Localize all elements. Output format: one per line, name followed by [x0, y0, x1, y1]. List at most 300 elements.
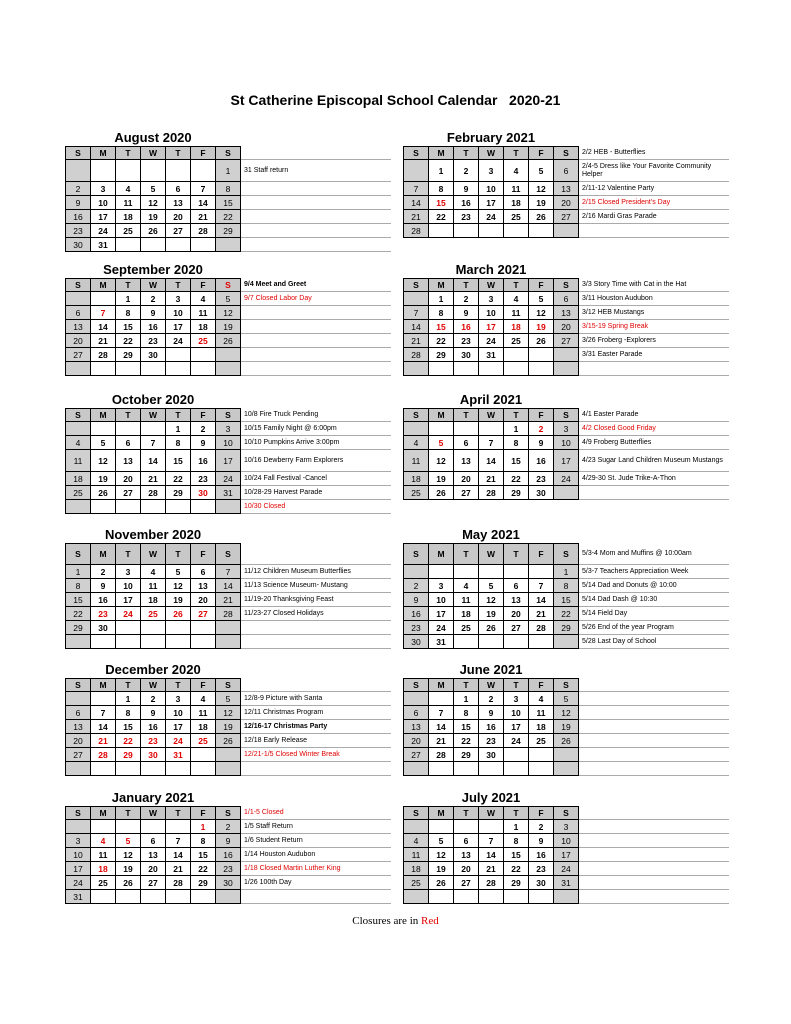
day-cell: 2 — [91, 565, 116, 579]
day-cell: 1 — [554, 565, 579, 579]
week-row — [403, 292, 733, 306]
event-note: 2/2 HEB - Butterflies — [579, 146, 729, 160]
day-cell: 30 — [66, 238, 91, 252]
weekday-label: S — [554, 679, 579, 692]
day-cell: 24 — [116, 607, 141, 621]
day-cell: 23 — [529, 862, 554, 876]
day-cell: 1 — [191, 820, 216, 834]
day-cell: 14 — [479, 450, 504, 472]
day-cell: 31 — [91, 238, 116, 252]
event-note — [241, 890, 391, 904]
weekday-label: S — [66, 544, 91, 565]
event-note: 3/31 Easter Parade — [579, 348, 729, 362]
day-cell: 9 — [404, 593, 429, 607]
day-cell: 14 — [91, 320, 116, 334]
day-cell: 5 — [554, 692, 579, 706]
day-cell: 27 — [116, 486, 141, 500]
day-cell: 28 — [529, 621, 554, 635]
day-cell: 2 — [216, 820, 241, 834]
day-cell — [166, 621, 191, 635]
day-cell: 6 — [191, 565, 216, 579]
day-cell — [404, 692, 429, 706]
day-cell — [66, 362, 91, 376]
event-note — [579, 820, 729, 834]
day-cell: 14 — [404, 196, 429, 210]
day-cell: 8 — [429, 306, 454, 320]
day-cell: 20 — [454, 862, 479, 876]
day-cell: 27 — [504, 621, 529, 635]
day-cell: 6 — [66, 706, 91, 720]
weekday-label: W — [479, 679, 504, 692]
weekday-label: F — [529, 409, 554, 422]
weekday-label: M — [91, 679, 116, 692]
day-cell: 17 — [479, 320, 504, 334]
event-note — [579, 720, 729, 734]
day-cell: 23 — [216, 862, 241, 876]
day-cell: 13 — [116, 450, 141, 472]
day-cell — [191, 500, 216, 514]
month-september-2020 — [65, 262, 395, 376]
day-cell — [166, 635, 191, 649]
day-cell — [404, 565, 429, 579]
day-cell: 3 — [91, 182, 116, 196]
day-cell: 9 — [216, 834, 241, 848]
event-note — [241, 224, 391, 238]
weekday-label: F — [191, 279, 216, 292]
legend-red-word: Red — [421, 915, 439, 927]
event-note: 10/30 Closed — [241, 500, 391, 514]
event-note: 31 Staff return — [241, 160, 391, 182]
weekday-label: S — [554, 807, 579, 820]
day-cell: 25 — [504, 334, 529, 348]
week-row — [65, 734, 395, 748]
day-cell — [429, 565, 454, 579]
weekday-label: W — [141, 544, 166, 565]
day-cell — [554, 348, 579, 362]
weekday-label: T — [116, 679, 141, 692]
weekday-label: T — [454, 679, 479, 692]
day-cell — [479, 422, 504, 436]
day-cell: 14 — [191, 196, 216, 210]
day-cell: 28 — [479, 876, 504, 890]
event-note: 11/12 Children Museum Butterflies — [241, 565, 391, 579]
day-cell — [404, 422, 429, 436]
weekday-label: S — [404, 679, 429, 692]
week-row — [65, 486, 395, 500]
day-cell: 28 — [404, 224, 429, 238]
weekday-label: T — [504, 544, 529, 565]
day-cell: 24 — [554, 472, 579, 486]
day-cell — [141, 238, 166, 252]
week-row — [65, 210, 395, 224]
day-cell: 25 — [116, 224, 141, 238]
event-note: 4/1 Easter Parade — [579, 408, 729, 422]
day-cell: 25 — [454, 621, 479, 635]
day-cell: 30 — [191, 486, 216, 500]
weekday-label: T — [454, 409, 479, 422]
day-cell: 6 — [166, 182, 191, 196]
weekday-label: W — [479, 279, 504, 292]
event-note: 1/14 Houston Audubon — [241, 848, 391, 862]
day-cell: 7 — [429, 706, 454, 720]
day-cell: 3 — [166, 292, 191, 306]
day-cell — [166, 348, 191, 362]
week-row — [403, 422, 733, 436]
weekday-label: T — [116, 409, 141, 422]
day-cell: 11 — [454, 593, 479, 607]
week-row — [65, 748, 395, 762]
day-cell: 14 — [141, 450, 166, 472]
weekday-label: S — [66, 409, 91, 422]
day-cell — [454, 565, 479, 579]
day-cell: 22 — [554, 607, 579, 621]
day-cell: 2 — [479, 692, 504, 706]
month-title: August 2020 — [114, 130, 192, 145]
weekday-label: S — [216, 279, 241, 292]
day-cell — [141, 422, 166, 436]
event-note — [579, 486, 729, 500]
week-row — [403, 748, 733, 762]
day-cell: 12 — [429, 450, 454, 472]
day-cell: 7 — [191, 182, 216, 196]
day-cell: 16 — [529, 848, 554, 862]
weekday-label: T — [504, 807, 529, 820]
day-cell: 9 — [141, 306, 166, 320]
day-cell: 4 — [191, 692, 216, 706]
day-cell: 27 — [66, 348, 91, 362]
week-row — [403, 593, 733, 607]
day-cell — [216, 621, 241, 635]
day-cell: 3 — [66, 834, 91, 848]
week-row — [65, 820, 395, 834]
day-cell: 1 — [429, 160, 454, 182]
event-note: 3/12 HEB Mustangs — [579, 306, 729, 320]
weekday-label: F — [529, 544, 554, 565]
day-cell — [479, 362, 504, 376]
day-cell: 19 — [91, 472, 116, 486]
event-note: 2/16 Mardi Gras Parade — [579, 210, 729, 224]
day-cell — [141, 890, 166, 904]
week-row — [403, 876, 733, 890]
legend-text: Closures are in — [352, 915, 421, 927]
day-cell: 12 — [429, 848, 454, 862]
day-cell — [479, 890, 504, 904]
event-note — [241, 635, 391, 649]
day-cell: 15 — [66, 593, 91, 607]
event-note: 12/21-1/5 Closed Winter Break — [241, 748, 391, 762]
event-note — [579, 734, 729, 748]
day-cell: 6 — [454, 834, 479, 848]
day-cell: 29 — [66, 621, 91, 635]
weekday-label: F — [529, 147, 554, 160]
day-cell — [141, 621, 166, 635]
day-cell — [404, 890, 429, 904]
day-cell: 1 — [504, 820, 529, 834]
day-cell — [216, 762, 241, 776]
weekday-label: W — [479, 409, 504, 422]
week-row — [403, 565, 733, 579]
day-cell — [166, 820, 191, 834]
day-cell: 3 — [116, 565, 141, 579]
week-row — [65, 238, 395, 252]
week-row — [65, 292, 395, 306]
day-cell: 20 — [554, 196, 579, 210]
event-note: 1/1-5 Closed — [241, 806, 391, 820]
weekday-label: W — [141, 409, 166, 422]
day-cell: 12 — [216, 706, 241, 720]
day-cell: 10 — [554, 834, 579, 848]
month-title: June 2021 — [459, 662, 523, 677]
day-cell: 20 — [141, 862, 166, 876]
day-cell — [166, 362, 191, 376]
event-note: 11/19-20 Thanksgiving Feast — [241, 593, 391, 607]
day-cell: 1 — [216, 160, 241, 182]
day-cell: 12 — [141, 196, 166, 210]
day-cell: 2 — [529, 820, 554, 834]
day-cell — [554, 362, 579, 376]
day-cell — [191, 890, 216, 904]
day-cell: 16 — [454, 196, 479, 210]
event-note: 4/9 Froberg Butterflies — [579, 436, 729, 450]
day-cell: 7 — [529, 579, 554, 593]
day-cell: 28 — [166, 876, 191, 890]
day-cell — [91, 820, 116, 834]
day-cell — [191, 362, 216, 376]
day-cell — [216, 348, 241, 362]
day-cell: 26 — [554, 734, 579, 748]
day-cell: 9 — [529, 834, 554, 848]
weekday-header-row — [65, 408, 395, 422]
week-row — [65, 334, 395, 348]
day-cell — [116, 500, 141, 514]
week-row — [65, 436, 395, 450]
day-cell: 29 — [166, 486, 191, 500]
weekday-label: F — [191, 409, 216, 422]
day-cell: 25 — [404, 486, 429, 500]
month-title: March 2021 — [455, 262, 527, 277]
event-note: 11/23-27 Closed Holidays — [241, 607, 391, 621]
day-cell: 17 — [216, 450, 241, 472]
week-row — [65, 196, 395, 210]
day-cell: 26 — [529, 334, 554, 348]
day-cell: 7 — [479, 436, 504, 450]
day-cell — [166, 500, 191, 514]
week-row — [403, 820, 733, 834]
page-title: St Catherine Episcopal School Calendar 2020-21 — [230, 92, 561, 108]
day-cell: 25 — [141, 607, 166, 621]
day-cell: 5 — [479, 579, 504, 593]
day-cell: 31 — [429, 635, 454, 649]
day-cell — [479, 820, 504, 834]
event-note — [241, 210, 391, 224]
event-note — [579, 362, 729, 376]
day-cell: 21 — [429, 734, 454, 748]
day-cell — [554, 748, 579, 762]
day-cell: 19 — [429, 862, 454, 876]
weekday-label: T — [454, 147, 479, 160]
day-cell — [116, 762, 141, 776]
day-cell — [529, 748, 554, 762]
day-cell: 25 — [404, 876, 429, 890]
day-cell — [429, 762, 454, 776]
day-cell — [429, 890, 454, 904]
day-cell: 19 — [554, 720, 579, 734]
month-february-2021 — [403, 130, 733, 238]
day-cell — [479, 762, 504, 776]
day-cell: 11 — [66, 450, 91, 472]
weekday-label: T — [166, 147, 191, 160]
week-row — [65, 500, 395, 514]
event-note: 1/5 Staff Return — [241, 820, 391, 834]
day-cell: 27 — [166, 224, 191, 238]
weekday-label: T — [166, 279, 191, 292]
week-row — [65, 593, 395, 607]
day-cell: 24 — [66, 876, 91, 890]
week-row — [65, 306, 395, 320]
day-cell: 7 — [166, 834, 191, 848]
day-cell — [91, 160, 116, 182]
event-note — [241, 762, 391, 776]
week-row — [65, 348, 395, 362]
day-cell — [504, 565, 529, 579]
weekday-header-row — [403, 806, 733, 820]
weekday-label: M — [429, 147, 454, 160]
day-cell: 17 — [479, 196, 504, 210]
day-cell: 15 — [504, 450, 529, 472]
day-cell: 1 — [116, 692, 141, 706]
day-cell: 10 — [91, 196, 116, 210]
event-note — [579, 224, 729, 238]
day-cell: 15 — [216, 196, 241, 210]
week-row — [403, 160, 733, 182]
day-cell: 17 — [116, 593, 141, 607]
weekday-label: F — [191, 679, 216, 692]
event-note: 12/18 Early Release — [241, 734, 391, 748]
day-cell: 19 — [116, 862, 141, 876]
week-row — [65, 362, 395, 376]
day-cell: 3 — [504, 692, 529, 706]
weekday-label: M — [429, 279, 454, 292]
day-cell: 9 — [91, 579, 116, 593]
day-cell: 24 — [479, 334, 504, 348]
day-cell: 24 — [554, 862, 579, 876]
day-cell: 14 — [479, 848, 504, 862]
day-cell: 20 — [191, 593, 216, 607]
day-cell: 8 — [116, 706, 141, 720]
day-cell — [504, 348, 529, 362]
event-note — [579, 706, 729, 720]
event-note: 3/3 Story Time with Cat in the Hat — [579, 278, 729, 292]
day-cell: 3 — [479, 160, 504, 182]
day-cell: 24 — [91, 224, 116, 238]
day-cell: 4 — [191, 292, 216, 306]
day-cell: 2 — [191, 422, 216, 436]
event-note — [579, 806, 729, 820]
day-cell — [66, 292, 91, 306]
day-cell — [141, 762, 166, 776]
weekday-label: F — [191, 807, 216, 820]
day-cell — [216, 238, 241, 252]
day-cell — [116, 238, 141, 252]
weekday-label: S — [66, 679, 91, 692]
weekday-label: T — [504, 679, 529, 692]
weekday-label: S — [554, 544, 579, 565]
day-cell: 31 — [166, 748, 191, 762]
month-july-2021 — [403, 790, 733, 904]
weekday-header-row — [65, 278, 395, 292]
month-january-2021 — [65, 790, 395, 904]
day-cell: 8 — [66, 579, 91, 593]
day-cell — [404, 292, 429, 306]
day-cell: 22 — [429, 210, 454, 224]
day-cell: 26 — [141, 224, 166, 238]
day-cell: 3 — [479, 292, 504, 306]
day-cell: 6 — [554, 292, 579, 306]
week-row — [403, 436, 733, 450]
day-cell: 25 — [91, 876, 116, 890]
weekday-label: S — [216, 147, 241, 160]
weekday-label: M — [429, 409, 454, 422]
day-cell: 19 — [216, 320, 241, 334]
day-cell: 23 — [141, 734, 166, 748]
weekday-label: M — [429, 679, 454, 692]
day-cell — [141, 635, 166, 649]
day-cell: 25 — [66, 486, 91, 500]
day-cell: 19 — [166, 593, 191, 607]
weekday-label: T — [504, 409, 529, 422]
day-cell: 14 — [404, 320, 429, 334]
day-cell: 11 — [504, 306, 529, 320]
day-cell — [454, 820, 479, 834]
day-cell — [166, 238, 191, 252]
day-cell: 27 — [404, 748, 429, 762]
week-row — [403, 621, 733, 635]
month-august-2020 — [65, 130, 395, 252]
day-cell — [66, 692, 91, 706]
day-cell: 18 — [91, 862, 116, 876]
day-cell: 21 — [479, 862, 504, 876]
day-cell: 10 — [216, 436, 241, 450]
day-cell — [404, 820, 429, 834]
day-cell — [529, 224, 554, 238]
week-row — [65, 706, 395, 720]
day-cell: 15 — [116, 720, 141, 734]
day-cell — [116, 160, 141, 182]
day-cell: 30 — [404, 635, 429, 649]
weekday-header-row — [403, 408, 733, 422]
event-note: 5/14 Dad Dash @ 10:30 — [579, 593, 729, 607]
day-cell: 11 — [504, 182, 529, 196]
day-cell: 10 — [166, 706, 191, 720]
event-note — [241, 196, 391, 210]
day-cell — [116, 621, 141, 635]
event-note — [579, 834, 729, 848]
day-cell — [454, 635, 479, 649]
day-cell: 10 — [479, 306, 504, 320]
day-cell: 20 — [66, 334, 91, 348]
day-cell: 7 — [141, 436, 166, 450]
event-note: 5/28 Last Day of School — [579, 635, 729, 649]
weekday-label: S — [404, 409, 429, 422]
day-cell: 2 — [404, 579, 429, 593]
month-december-2020 — [65, 662, 395, 776]
weekday-label: W — [479, 807, 504, 820]
week-row — [403, 182, 733, 196]
event-note: 3/11 Houston Audubon — [579, 292, 729, 306]
day-cell: 26 — [216, 734, 241, 748]
day-cell: 9 — [529, 436, 554, 450]
day-cell: 8 — [454, 706, 479, 720]
